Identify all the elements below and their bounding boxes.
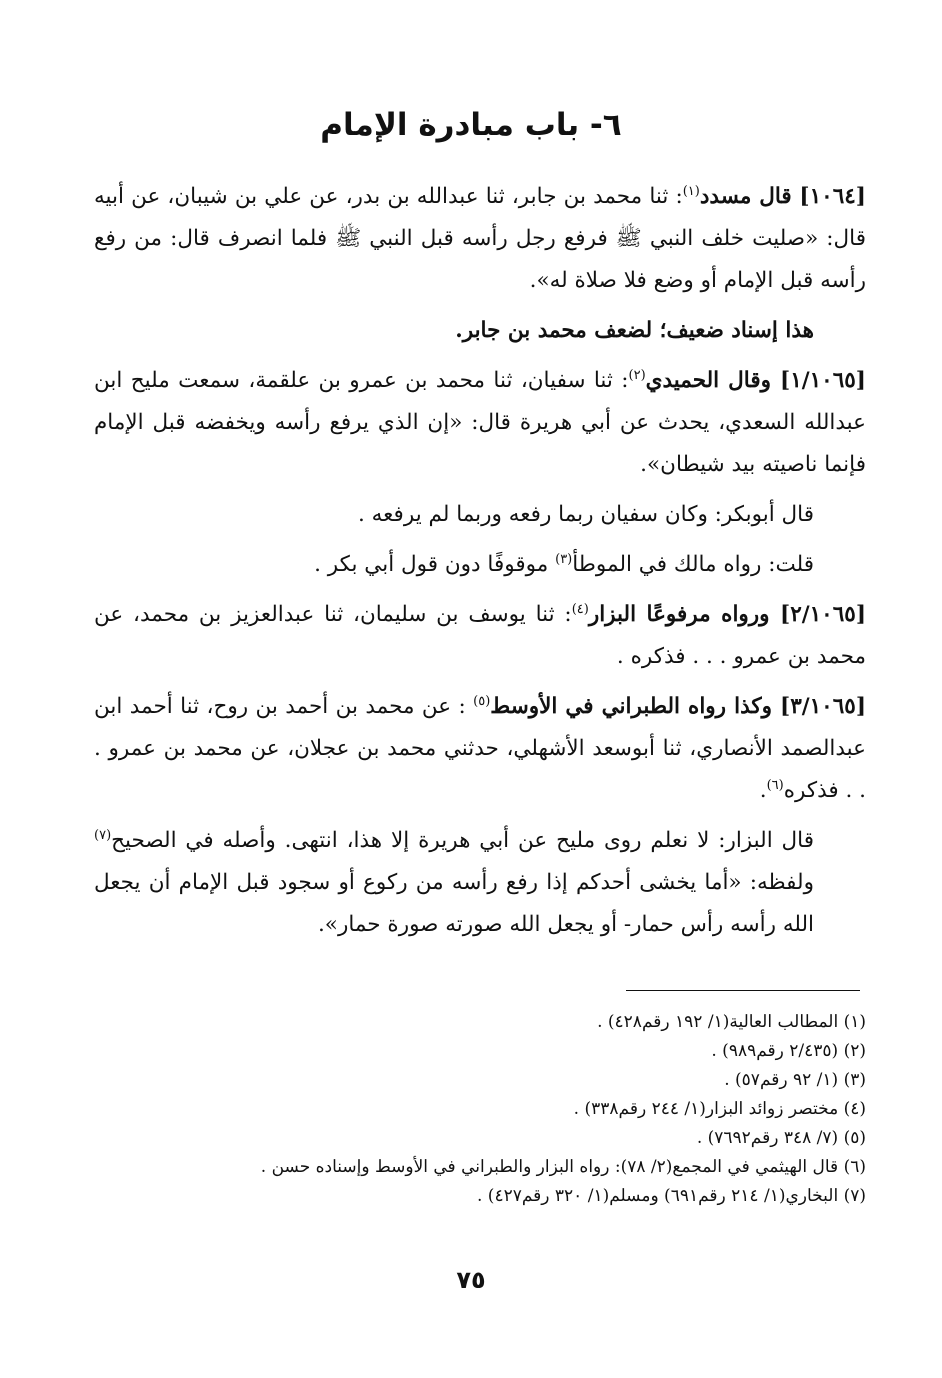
hadith-label: [١٠٦٤] قال مسدد: [699, 184, 866, 209]
footnote-item: (٢) (٢/٤٣٥ رقم٩٨٩) .: [711, 1041, 866, 1061]
footnote-item: (٥) (٧/ ٣٤٨ رقم٧٦٩٢) .: [696, 1128, 866, 1148]
hadith-text: : ثنا محمد بن جابر، ثنا عبدالله بن بدر، عن علي بن شيبان، عن أبيه قال: «صليت خلف النبي ﷺ فرفع رجل رأسه قبل النبي ﷺ فلما انصرف قال: من رفع رأسه قبل الإمام أو وضع فلا صلاة له».: [94, 184, 866, 293]
hadith-label: [٣/١٠٦٥] وكذا رواه الطبراني في الأوسط: [490, 694, 866, 719]
footnote-ref: (٧): [94, 827, 112, 843]
footnote-item: (٣) (١/ ٩٢ رقم٥٧) .: [724, 1070, 866, 1090]
footnotes: [94, 1008, 866, 1211]
paragraph-1064: [94, 176, 866, 302]
paragraph-grading: [94, 310, 866, 352]
hadith-label: [٢/١٠٦٥] ورواه مرفوعًا البزار: [588, 602, 867, 627]
footnote-item: (١) المطالب العالية(١/ ١٩٢ رقم٤٢٨) .: [597, 1012, 866, 1032]
chapter-title: ٦- باب مبادرة الإمام: [320, 107, 622, 143]
footnote-item: (٤) مختصر زوائد البزار(١/ ٢٤٤ رقم٣٣٨) .: [573, 1099, 866, 1119]
comment-text-start: قال البزار: لا نعلم روى مليح عن أبي هريرة إلا هذا، انتهى. وأصله في الصحيح: [111, 828, 814, 853]
paragraph-1065-1: [94, 360, 866, 486]
footnote-ref: (٤): [571, 601, 589, 617]
page-number: ٧٥: [456, 1266, 486, 1294]
hadith-text-tail: .: [759, 778, 767, 803]
paragraph-qultu: [94, 544, 866, 586]
comment-text-end: موقوفًا دون قول أبي بكر .: [314, 552, 556, 577]
footnote-ref: (٢): [628, 367, 646, 383]
hadith-text: : ثنا يوسف بن سليمان، ثنا عبدالعزيز بن محمد، عن محمد بن عمرو . . . فذكره .: [94, 602, 866, 669]
comment-text-start: قلت: رواه مالك في الموطأ: [572, 552, 814, 577]
paragraph-abubakr: [94, 494, 866, 536]
paragraph-1065-2: [94, 594, 866, 678]
footnote-divider: [626, 990, 860, 991]
hadith-label: [١/١٠٦٥] وقال الحميدي: [645, 368, 866, 393]
footnote-item: (٦) قال الهيثمي في المجمع(٢/ ٧٨): رواه البزار والطبراني في الأوسط وإسناده حسن .: [260, 1157, 866, 1177]
footnote-item: (٧) البخاري(١/ ٢١٤ رقم٦٩١) ومسلم(١/ ٣٢٠ رقم٤٢٧) .: [476, 1186, 866, 1206]
paragraph-1065-3: [94, 686, 866, 812]
paragraph-bazzar: [94, 820, 866, 946]
comment-text: قال أبوبكر: وكان سفيان ربما رفعه وربما لم يرفعه .: [357, 502, 814, 527]
footnote-ref: (٥): [473, 693, 491, 709]
footnote-ref: (١): [682, 183, 700, 199]
grading-text: هذا إسناد ضعيف؛ لضعف محمد بن جابر.: [455, 318, 814, 343]
hadith-text: : عن محمد بن أحمد بن روح، ثنا أحمد ابن عبدالصمد الأنصاري، ثنا أبوسعد الأشهلي، حدثني محمد بن عجلان، عن محمد بن عمرو . . . فذكره: [94, 694, 866, 803]
footnote-ref: (٦): [766, 777, 784, 793]
hadith-text: : ثنا سفيان، ثنا محمد بن عمرو بن علقمة، سمعت مليح ابن عبدالله السعدي، يحدث عن أبي هريرة قال: «إن الذي يرفع رأسه ويخفضه قبل الإمام فإنما ناصيته بيد شيطان».: [94, 368, 866, 477]
main-text: [94, 176, 866, 954]
comment-text-end: ولفظه: «أما يخشى أحدكم إذا رفع رأسه من ركوع أو سجود قبل الإمام أن يجعل الله رأسه رأس حمار- أو يجعل الله صورته صورة حمار».: [94, 870, 814, 937]
footnote-ref: (٣): [555, 551, 573, 567]
